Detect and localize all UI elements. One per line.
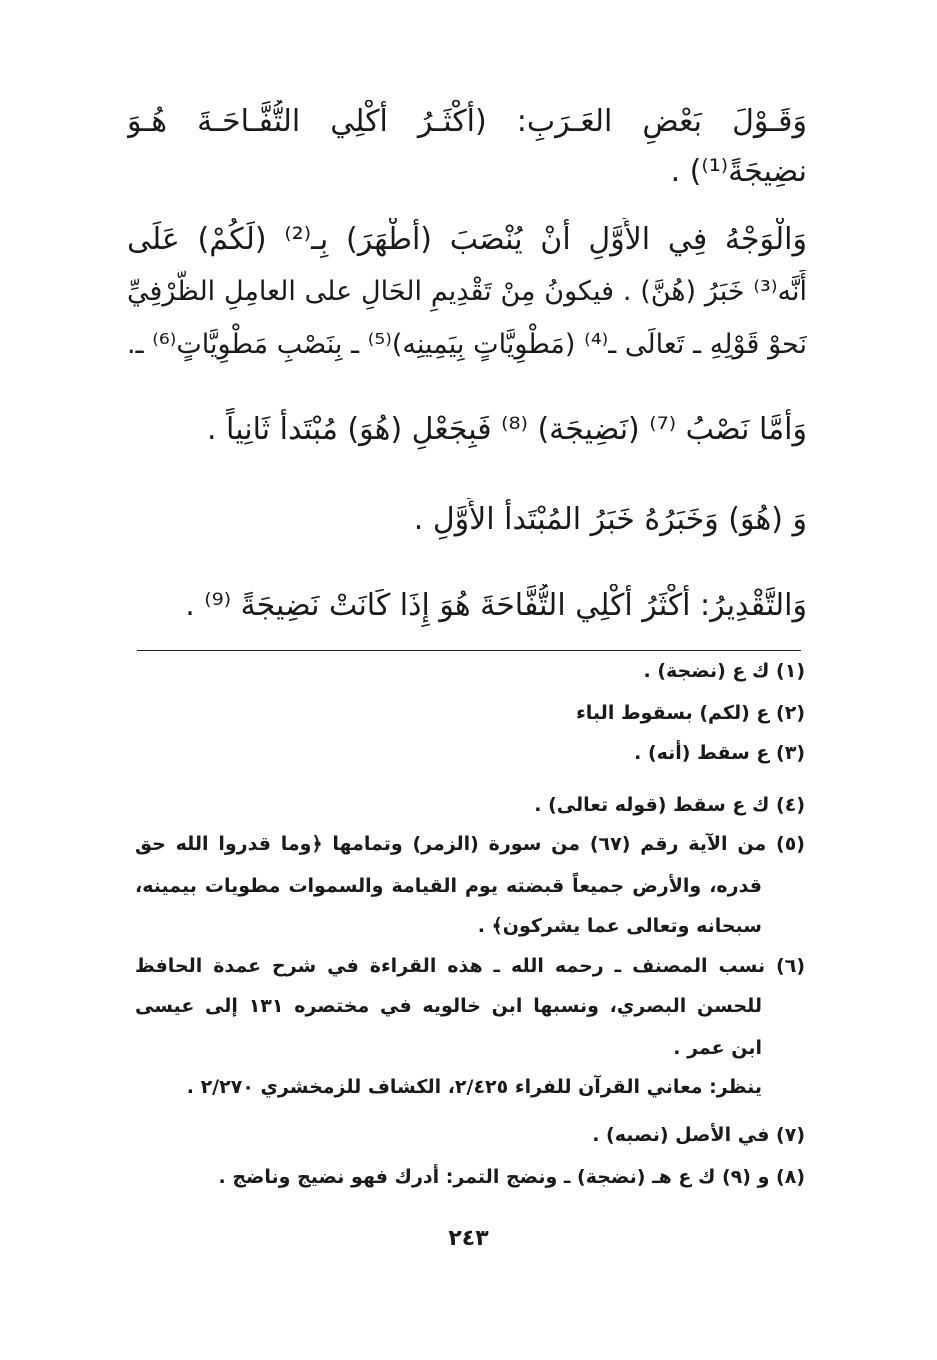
footnote-6-line-1: (٦) نسب المصنف ـ رحمه الله ـ هذه القراءة في شرح عمدة الحافظ	[135, 955, 805, 977]
footnote-4: (٤) ك ع سقط (قوله تعالى) .	[534, 794, 805, 816]
main-text-line-6: وَأَمَّا نَصْبُ ⁽⁷⁾ (نَضِيجَة) ⁽⁸⁾ فَبِجَعْلِ (هُوَ) مُبْتَدأً ثَانِياً .	[206, 412, 807, 447]
main-text-line-4: أَنَّه⁽³⁾ خَبَرُ (هُنَّ) . فيكونُ مِنْ تَقْدِيمِ الحَالِ على العامِلِ الظَّرْفِيِّ	[127, 276, 807, 307]
main-text-line-1: وَقَـوْلَ بَعْضِ العَـرَبِ: (أَكْثَـرُ أَكْلِي التُّفَّـاحَـةَ هُـوَ	[127, 104, 807, 139]
footnote-6-line-3: ابن عمر .	[673, 1037, 762, 1059]
footnote-6-line-2: للحسن البصري، ونسبها ابن خالويه في مختصره ١٣١ إلى عيسى	[135, 995, 762, 1017]
main-text-line-2: نضِيجَةً⁽¹⁾) .	[670, 154, 807, 189]
footnote-5-line-1: (٥) من الآية رقم (٦٧) من سورة (الزمر) وتمامها ﴿وما قدروا الله حق	[135, 833, 805, 855]
footnote-2: (٢) ع (لكم) بسقوط الباء	[576, 702, 805, 724]
footnote-separator	[137, 650, 801, 651]
footnote-5-line-3: سبحانه وتعالى عما يشركون﴾ .	[477, 915, 762, 937]
main-text-line-8: وَالتَّقْدِيرُ: أَكْثَرُ أَكْلِي التُّفَّاحَةَ هُوَ إِذَا كَانَتْ نَضِيجَةً ⁽⁹⁾ .	[185, 588, 807, 623]
footnote-3: (٣) ع سقط (أنه) .	[634, 742, 805, 764]
footnote-6-reference: ينظر: معاني القرآن للفراء ٢/٤٢٥، الكشاف للزمخشري ٢/٢٧٠ .	[186, 1076, 762, 1098]
footnote-1: (١) ك ع (نضجة) .	[643, 660, 805, 682]
footnote-5-line-2: قدره، والأرض جميعاً قبضته يوم القيامة والسموات مطويات بيمينه،	[135, 875, 762, 897]
footnote-8-9: (٨) و (٩) ك ع هـ (نضجة) ـ ونضج التمر: أدرك فهو نضيج وناضج .	[218, 1166, 805, 1188]
main-text-line-3: وَالْوَجْهُ فِي الأَوَّلِ أَنْ يُنْصَبَ (أَطْهَرَ) بِـ⁽²⁾ (لَكُمْ) عَلَى	[127, 222, 807, 257]
footnote-7: (٧) في الأصل (نصبه) .	[592, 1124, 805, 1146]
main-text-line-7: وَ (هُوَ) وَخَبَرُهُ خَبَرُ المُبْتَدأ الأَوَّلِ .	[413, 502, 807, 537]
main-text-line-5: نَحوْ قَوْلِهِ ـ تَعالَى ـ⁽⁴⁾ (مَطْوِيَّاتٍ بِيَمِينِه)⁽⁵⁾ ـ بِنَصْبِ مَطْوِيَّاتٍ⁽⁶⁾ ـ.	[127, 329, 807, 360]
page-number: ٢٤٣	[448, 1226, 489, 1251]
